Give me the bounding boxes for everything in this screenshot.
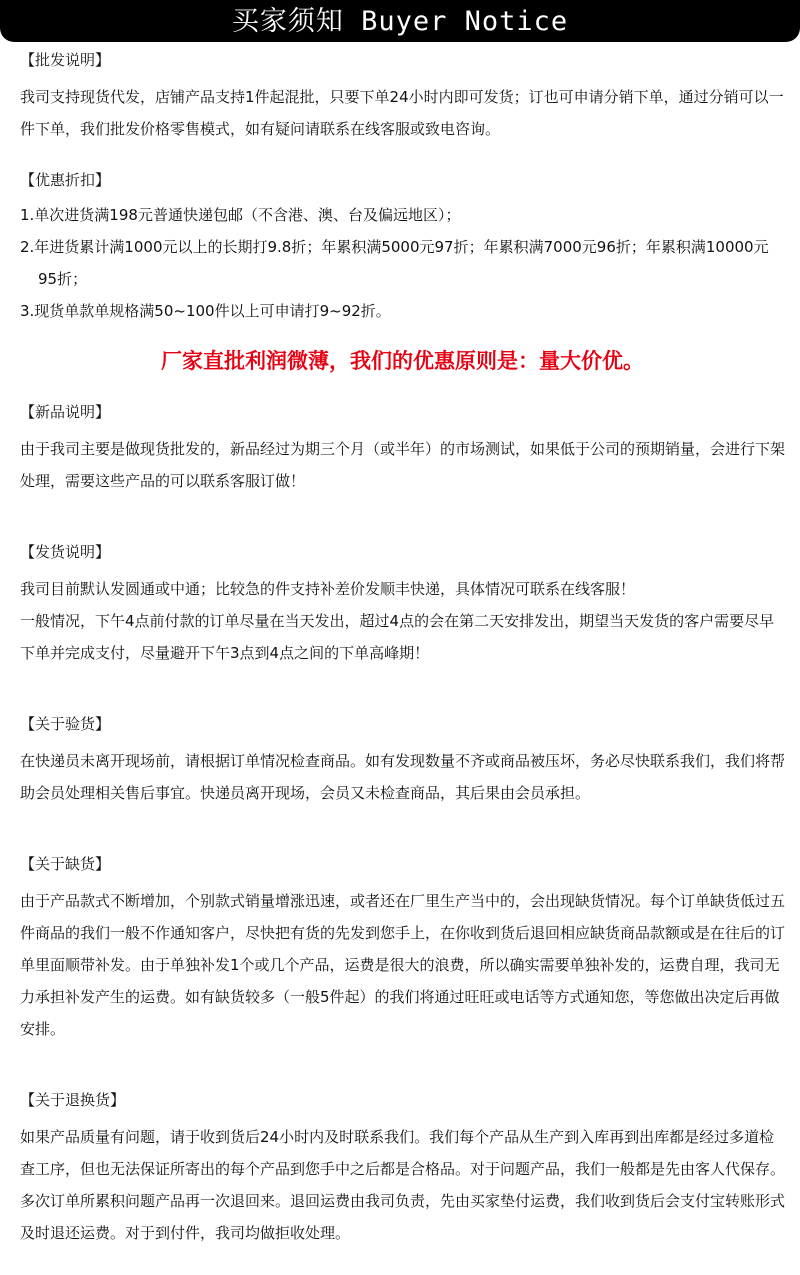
header-banner <box>0 0 800 42</box>
section-text: 在快递员未离开现场前，请根据订单情况检查商品。如有发现数量不齐或商品被压坏，务必尽快联系我们，我们将帮助会员处理相关售后事宜。快递员离开现场，会员又未检查商品，其后果由会员承担。 <box>20 752 786 802</box>
section-title: 【优惠折扣】 <box>20 171 111 189</box>
discount-item: 2.年进货累计满1000元以上的长期打9.8折；年累积满5000元97折；年累积满7000元96折；年累积满10000元95折； <box>20 238 769 288</box>
notice-content <box>20 42 785 1249</box>
section-wholesale <box>20 49 785 145</box>
section-text: 我司支持现货代发，店铺产品支持1件起混批，只要下单24小时内即可发货；订也可申请分销下单，通过分销可以一件下单，我们批发价格零售模式，如有疑问请联系在线客服或致电咨询。 <box>20 88 784 138</box>
section-text: 我司目前默认发圆通或中通；比较急的件支持补差价发顺丰快递，具体情况可联系在线客服！ <box>20 580 636 598</box>
section-returns <box>20 1089 785 1249</box>
discount-item: 1.单次进货满198元普通快递包邮（不含港、澳、台及偏远地区）； <box>20 206 461 224</box>
section-title: 【关于退换货】 <box>20 1091 126 1109</box>
section-inspection <box>20 713 785 809</box>
discount-item: 3.现货单款单规格满50~100件以上可申请打9~92折。 <box>20 302 391 320</box>
section-text: 如果产品质量有问题，请于收到货后24小时内及时联系我们。我们每个产品从生产到入库再到出库都是经过多道检查工序，但也无法保证所寄出的每个产品到您手中之后都是合格品。对于问题产品，我们一般都是先由客人代保存。多次订单所累积问题产品再一次退回来。退回运费由我司负责，先由买家垫付运费，我们收到货后会支付宝转账形式及时退还运费。对于到付件，我司均做拒收处理。 <box>20 1128 786 1242</box>
section-stockout <box>20 853 785 1045</box>
section-text: 由于我司主要是做现货批发的，新品经过为期三个月（或半年）的市场测试，如果低于公司的预期销量，会进行下架处理，需要这些产品的可以联系客服订做！ <box>20 440 786 490</box>
section-title: 【关于验货】 <box>20 715 111 733</box>
section-title: 【新品说明】 <box>20 403 111 421</box>
section-title: 【批发说明】 <box>20 51 111 69</box>
section-title: 【关于缺货】 <box>20 855 111 873</box>
section-new-products <box>20 401 785 497</box>
section-title: 【发货说明】 <box>20 543 111 561</box>
section-discount <box>20 169 785 327</box>
section-text: 一般情况，下午4点前付款的订单尽量在当天发出，超过4点的会在第二天安排发出，期望当天发货的客户需要尽早下单并完成支付，尽量避开下午3点到4点之间的下单高峰期！ <box>20 612 775 662</box>
page-title: 买家须知 Buyer Notice <box>231 6 569 37</box>
section-shipping <box>20 541 785 669</box>
section-text: 由于产品款式不断增加，个别款式销量增涨迅速，或者还在厂里生产当中的，会出现缺货情况。每个订单缺货低过五件商品的我们一般不作通知客户，尽快把有货的先发到您手上，在你收到货后退回相应缺货商品款额或是在往后的订单里面顺带补发。由于单独补发1个或几个产品，运费是很大的浪费，所以确实需要单独补发的，运费自理，我司无力承担补发产生的运费。如有缺货较多（一般5件起）的我们将通过旺旺或电话等方式通知您，等您做出决定后再做安排。 <box>20 892 786 1038</box>
promo-slogan: 厂家直批利润微薄，我们的优惠原则是：量大价优。 <box>161 349 644 373</box>
